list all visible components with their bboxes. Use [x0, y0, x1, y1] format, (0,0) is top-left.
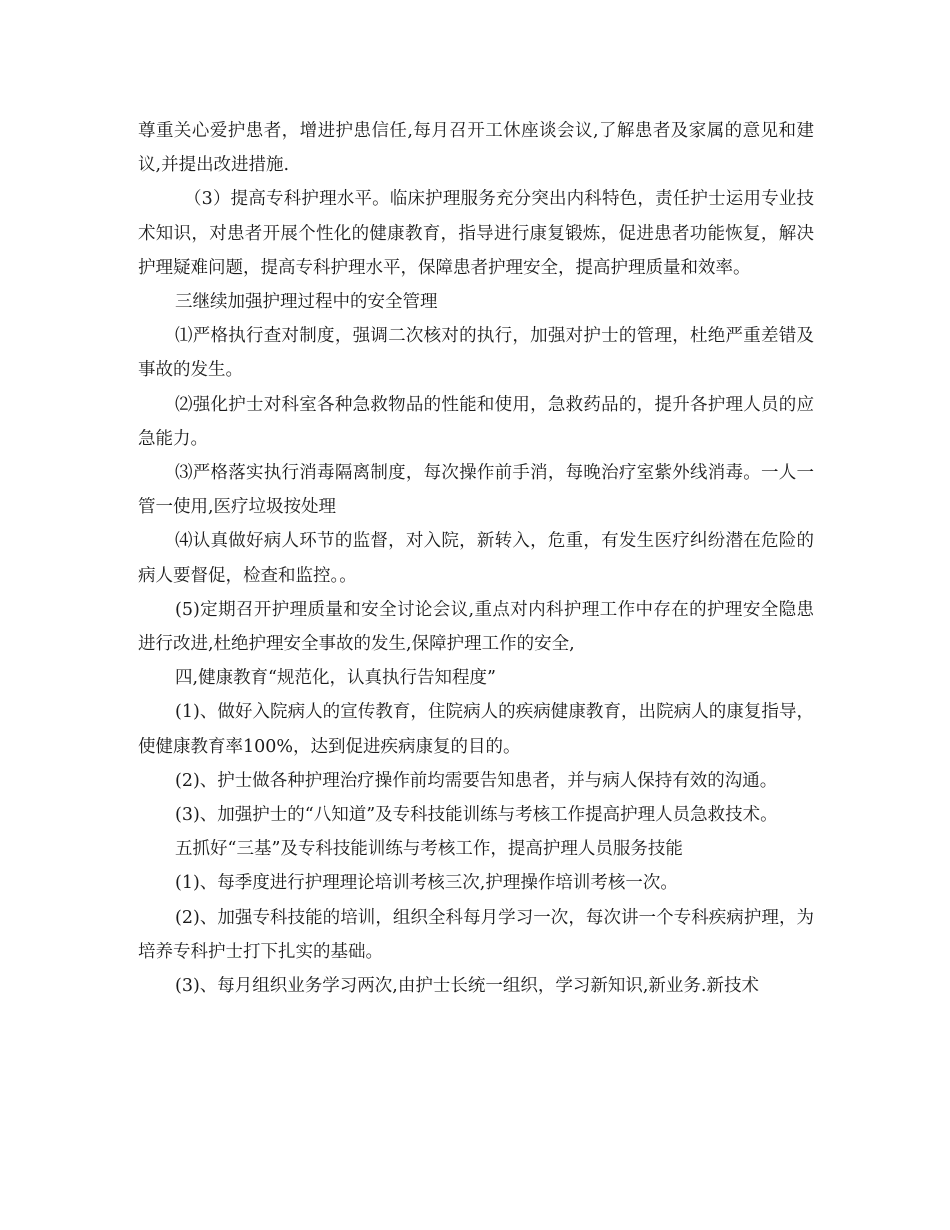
- paragraph-training-2: (2)、加强专科技能的培训，组织全科每月学习一次，每次讲一个专科疾病护理，为培养专科护士打下扎实的基础。: [138, 907, 814, 962]
- document-body: [138, 114, 814, 1003]
- paragraph-education-3: (3)、加强护士的“八知道”及专科技能训练与考核工作提高护理人员急救技术。: [175, 805, 778, 826]
- section-heading-health-education: 四,健康教育“规范化，认真执行告知程度”: [175, 668, 496, 689]
- paragraph-safety-3: ⑶严格落实执行消毒隔离制度，每次操作前手消，每晚治疗室紫外线消毒。一人一管一使用,医疗垃圾按处理: [138, 463, 814, 518]
- paragraph-safety-1: ⑴严格执行查对制度，强调二次核对的执行，加强对护士的管理，杜绝严重差错及事故的发生。: [138, 326, 814, 381]
- paragraph-training-3: (3)、每月组织业务学习两次,由护士长统一组织，学习新知识,新业务.新技术: [175, 976, 759, 997]
- paragraph-education-1: (1)、做好入院病人的宣传教育，住院病人的疾病健康教育，出院病人的康复指导，使健康教育率100%，达到促进疾病康复的目的。: [138, 702, 814, 757]
- section-heading-skills-training: 五抓好“三基”及专科技能训练与考核工作，提高护理人员服务技能: [175, 839, 683, 860]
- paragraph-safety-2: ⑵强化护士对科室各种急救物品的性能和使用，急救药品的，提升各护理人员的应急能力。: [138, 394, 814, 449]
- paragraph-training-1: (1)、每季度进行护理理论培训考核三次,护理操作培训考核一次。: [175, 873, 678, 894]
- paragraph-safety-5: (5)定期召开护理质量和安全讨论会议,重点对内科护理工作中存在的护理安全隐患进行改进,杜绝护理安全事故的发生,保障护理工作的安全,: [138, 599, 814, 655]
- paragraph-specialty-nursing: （3）提高专科护理水平。临床护理服务充分突出内科特色，责任护士运用专业技术知识，对患者开展个性化的健康教育，指导进行康复锻炼，促进患者功能恢复，解决护理疑难问题，提高专科护理水平，保障患者护理安全，提高护理质量和效率。: [138, 189, 814, 278]
- section-heading-safety: 三继续加强护理过程中的安全管理: [175, 292, 438, 313]
- paragraph-safety-4: ⑷认真做好病人环节的监督，对入院，新转入，危重，有发生医疗纠纷潜在危险的病人要督促，检查和监控。。: [138, 531, 814, 586]
- paragraph-education-2: (2)、护士做各种护理治疗操作前均需要告知患者，并与病人保持有效的沟通。: [175, 770, 778, 791]
- paragraph-patient-care: 尊重关心爱护患者，增进护患信任,每月召开工休座谈会议,了解患者及家属的意见和建议,并提出改进措施.: [138, 121, 814, 176]
